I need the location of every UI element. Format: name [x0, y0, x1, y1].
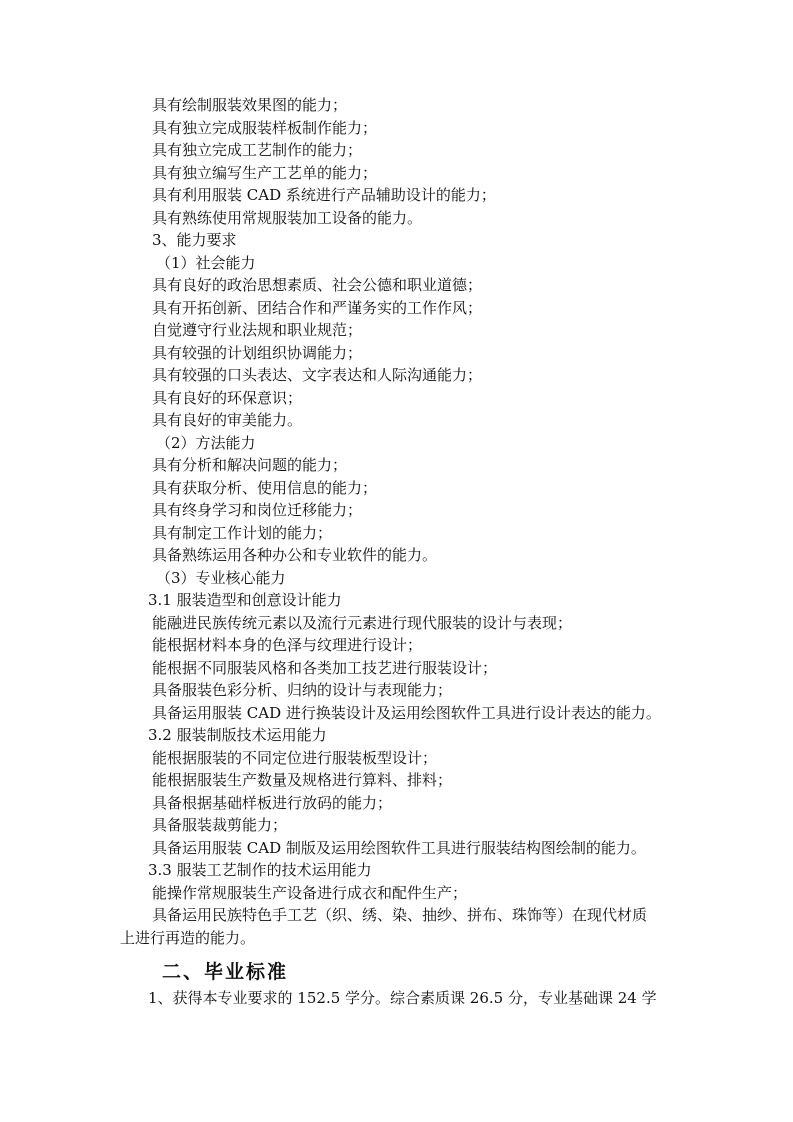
- text-line: 具有较强的口头表达、文字表达和人际沟通能力；: [152, 366, 483, 384]
- text-line: 具有制定工作计划的能力；: [152, 523, 333, 542]
- text-line: 具有熟练使用常规服装加工设备的能力。: [152, 208, 423, 227]
- text-line: 能根据服装生产数量及规格进行算料、排料；: [152, 771, 453, 789]
- text-line: 具备根据基础样板进行放码的能力；: [152, 793, 393, 812]
- item-heading: 3.2 服装制版技术运用能力: [148, 726, 327, 744]
- text-line: 能融进民族传统元素以及流行元素进行现代服装的设计与表现；: [152, 613, 573, 632]
- text-line: 具有独立完成服装样板制作能力；: [152, 118, 378, 137]
- text-line: 能根据材料本身的色泽与纹理进行设计；: [152, 636, 423, 654]
- text-line: 具有良好的环保意识；: [152, 388, 303, 407]
- section-heading: 二、毕业标准: [162, 961, 289, 983]
- subsection-label: （2）方法能力: [156, 433, 256, 452]
- item-heading: 3.3 服装工艺制作的技术运用能力: [148, 861, 372, 879]
- text-line-continuation: 上进行再造的能力。: [120, 928, 256, 947]
- text-line: 具有较强的计划组织协调能力；: [152, 343, 363, 362]
- section-label: 3、能力要求: [152, 231, 237, 249]
- text-line: 具备运用服装 CAD 制版及运用绘图软件工具进行服装结构图绘制的能力。: [152, 838, 646, 857]
- text-line: 能根据服装的不同定位进行服装板型设计；: [152, 748, 438, 767]
- text-line: 具有获取分析、使用信息的能力；: [152, 478, 378, 497]
- text-line: 具有开拓创新、团结合作和严谨务实的工作作风；: [152, 298, 483, 317]
- text-line: 具有绘制服装效果图的能力；: [152, 96, 348, 114]
- text-line: 具有独立完成工艺制作的能力；: [152, 141, 363, 159]
- text-line: 具有利用服装 CAD 系统进行产品辅助设计的能力；: [152, 186, 496, 204]
- text-line: 具有终身学习和岗位迁移能力；: [152, 501, 363, 519]
- text-line: 具备熟练运用各种办公和专业软件的能力。: [152, 546, 438, 564]
- text-line: 具有良好的审美能力。: [152, 411, 303, 429]
- text-line: 具有独立编写生产工艺单的能力；: [152, 163, 378, 182]
- text-line: 能操作常规服装生产设备进行成衣和配件生产；: [152, 883, 468, 902]
- text-line: 具备服装色彩分析、归纳的设计与表现能力；: [152, 681, 453, 699]
- text-line: 具备运用服装 CAD 进行换装设计及运用绘图软件工具进行设计表达的能力。: [152, 703, 661, 722]
- document-body: [120, 94, 692, 1010]
- text-line: 能根据不同服装风格和各类加工技艺进行服装设计；: [152, 658, 498, 677]
- text-line: 1、获得本专业要求的 152.5 学分。综合素质课 26.5 分，专业基础课 24 学: [148, 989, 657, 1007]
- item-heading: 3.1 服装造型和创意设计能力: [148, 591, 342, 609]
- text-line: 具备服装裁剪能力；: [152, 816, 288, 834]
- subsection-label: （3）专业核心能力: [156, 568, 286, 587]
- text-line: 具有良好的政治思想素质、社会公德和职业道德；: [152, 276, 483, 294]
- text-line: 自觉遵守行业法规和职业规范；: [152, 321, 363, 339]
- text-line: 具有分析和解决问题的能力；: [152, 456, 348, 474]
- subsection-label: （1）社会能力: [156, 253, 256, 272]
- text-line: 具备运用民族特色手工艺（织、绣、染、抽纱、拼布、珠饰等）在现代材质: [152, 906, 648, 924]
